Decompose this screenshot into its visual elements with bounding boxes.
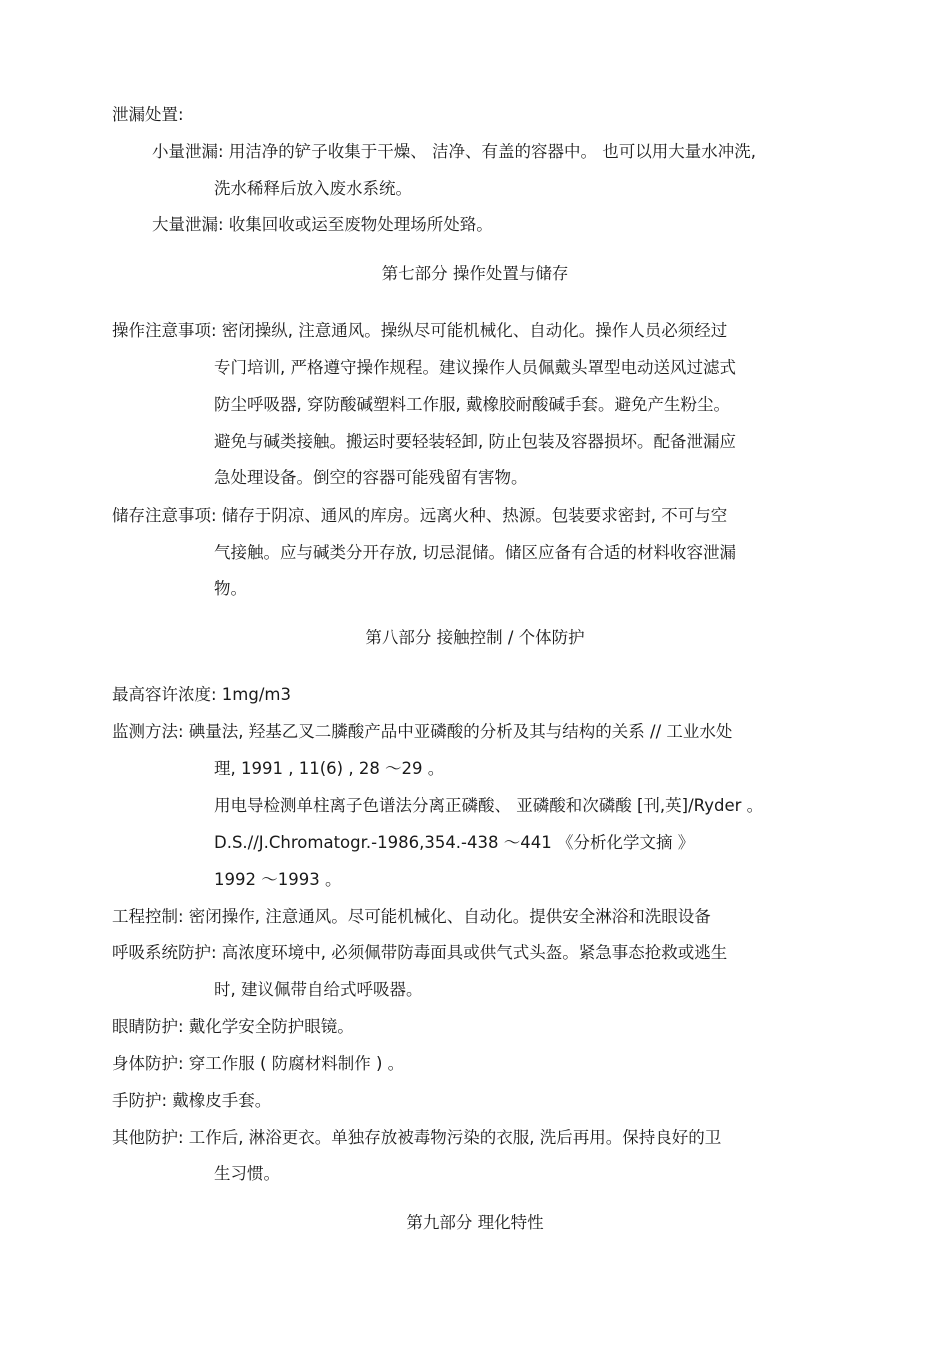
large-leak-line: 大量泄漏: 收集回收或运至废物处理场所处臵。 [152, 215, 493, 234]
monitoring-method-line-1: 监测方法: 碘量法, 羟基乙叉二膦酸产品中亚磷酸的分析及其与结构的关系 // 工业水处 [112, 722, 733, 741]
respiratory-protection-line-2: 时, 建议佩带自给式呼吸器。 [214, 980, 423, 999]
section8-title: 第八部分 接触控制 / 个体防护 [365, 628, 585, 647]
operation-notes-line-5: 急处理设备。倒空的容器可能残留有害物。 [214, 468, 528, 487]
operation-notes-line-1: 操作注意事项: 密闭操纵, 注意通风。操纵尽可能机械化、自动化。操作人员必须经过 [112, 321, 728, 340]
operation-notes-line-4: 避免与碱类接触。搬运时要轻装轻卸, 防止包装及容器损坏。配备泄漏应 [214, 432, 736, 451]
hand-protection: 手防护: 戴橡皮手套。 [112, 1091, 272, 1110]
max-allowed-concentration: 最高容许浓度: 1mg/m3 [112, 685, 291, 704]
engineering-control: 工程控制: 密闭操作, 注意通风。尽可能机械化、自动化。提供安全淋浴和洗眼设备 [112, 907, 711, 926]
monitoring-method-line-2: 理, 1991 , 11(6) , 28 ～29 。 [214, 759, 445, 778]
other-protection-line-2: 生习惯。 [214, 1164, 280, 1183]
monitoring-method-line-5: 1992 ～1993 。 [214, 870, 342, 889]
eye-protection: 眼睛防护: 戴化学安全防护眼镜。 [112, 1017, 354, 1036]
small-leak-line-1: 小量泄漏: 用洁净的铲子收集于干燥、 洁净、有盖的容器中。 也可以用大量水冲洗, [152, 142, 757, 161]
leak-heading: 泄漏处置: [112, 105, 184, 124]
monitoring-method-line-4: D.S.//J.Chromatogr.-1986,354.-438 ～441 《分析化学文摘 》 [214, 833, 695, 852]
storage-notes-line-3: 物。 [214, 579, 247, 598]
section9-title: 第九部分 理化特性 [406, 1213, 544, 1232]
operation-notes-line-3: 防尘呼吸器, 穿防酸碱塑料工作服, 戴橡胶耐酸碱手套。避免产生粉尘。 [214, 395, 730, 414]
small-leak-line-2: 洗水稀释后放入废水系统。 [214, 179, 412, 198]
other-protection-line-1: 其他防护: 工作后, 淋浴更衣。单独存放被毒物污染的衣服, 洗后再用。保持良好的卫 [112, 1128, 722, 1147]
monitoring-method-line-3: 用电导检测单柱离子色谱法分离正磷酸、 亚磷酸和次磷酸 [刊,英]/Ryder 。 [214, 796, 764, 815]
respiratory-protection-line-1: 呼吸系统防护: 高浓度环境中, 必须佩带防毒面具或供气式头盔。紧急事态抢救或逃生 [112, 943, 728, 962]
body-protection: 身体防护: 穿工作服 ( 防腐材料制作 ) 。 [112, 1054, 405, 1073]
storage-notes-line-2: 气接触。应与碱类分开存放, 切忌混储。储区应备有合适的材料收容泄漏 [214, 543, 736, 562]
storage-notes-line-1: 储存注意事项: 储存于阴凉、通风的库房。远离火种、热源。包装要求密封, 不可与空 [112, 506, 728, 525]
section7-title: 第七部分 操作处置与储存 [381, 264, 569, 283]
operation-notes-line-2: 专门培训, 严格遵守操作规程。建议操作人员佩戴头罩型电动送风过滤式 [214, 358, 736, 377]
